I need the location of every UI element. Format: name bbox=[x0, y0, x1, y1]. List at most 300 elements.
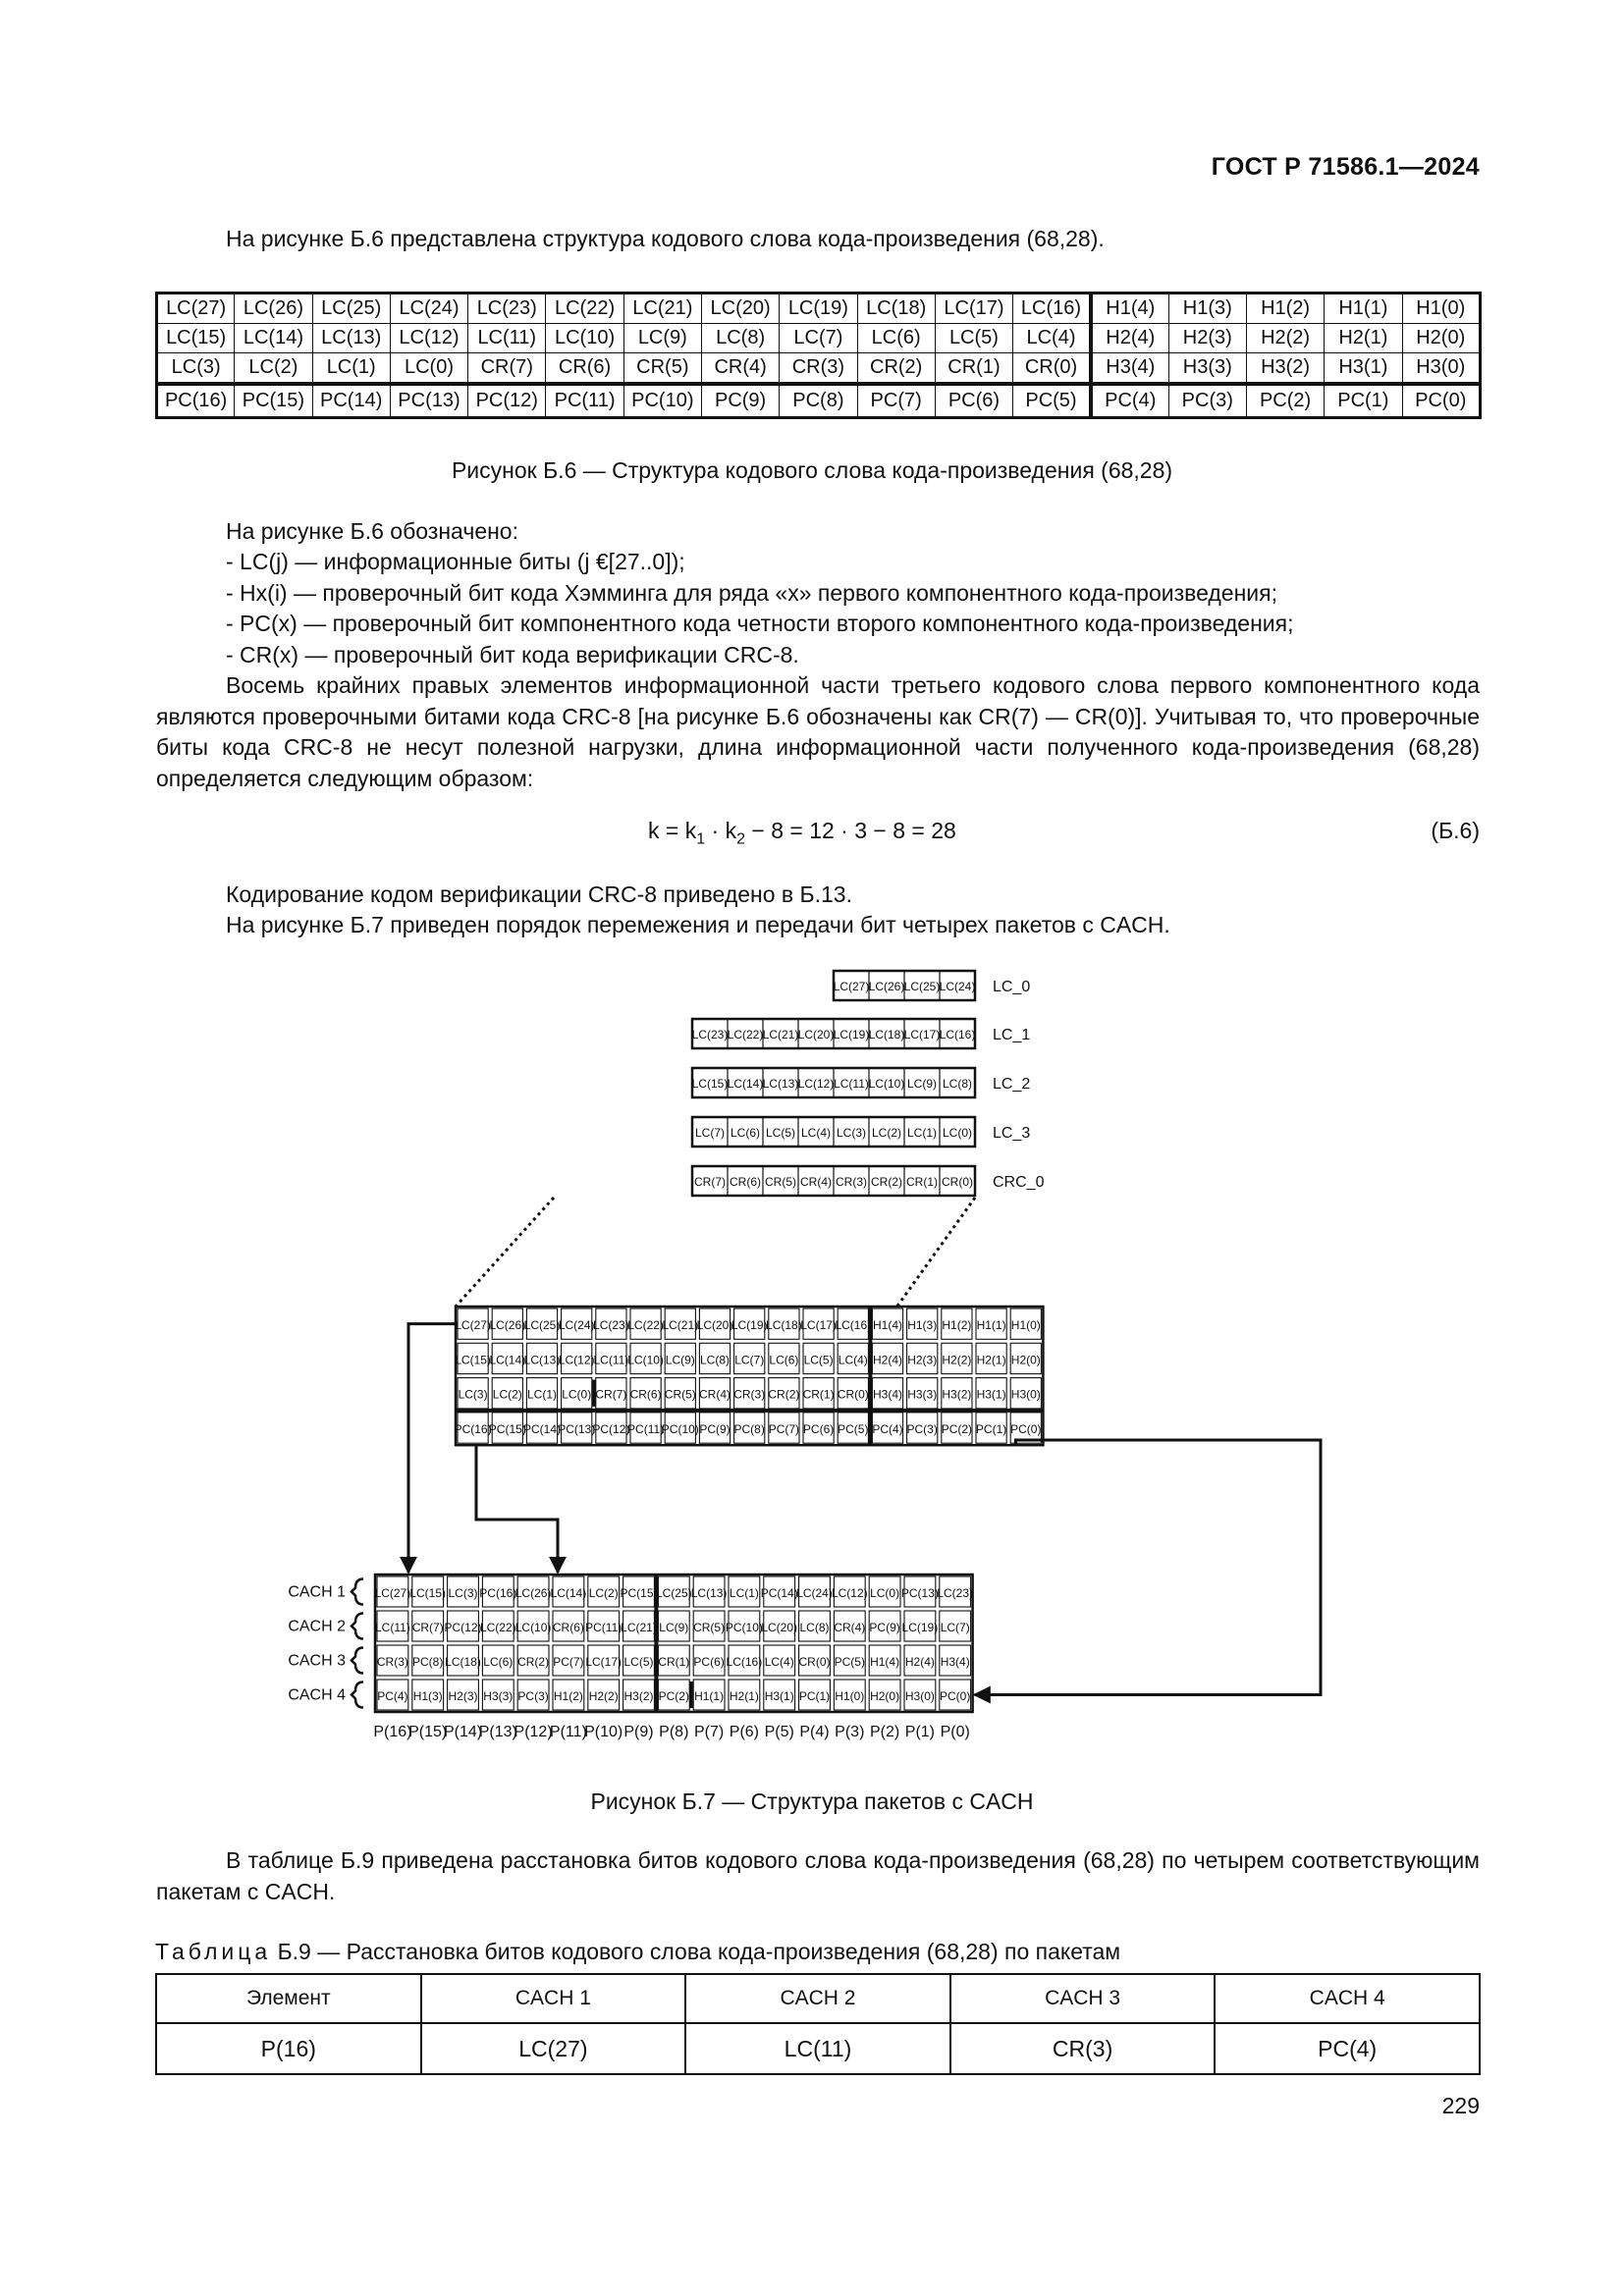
formula-part: − 8 = 12 · 3 − 8 = 28 bbox=[744, 818, 956, 843]
codeword-cell: H2(1) bbox=[1325, 324, 1402, 353]
table-header-row bbox=[156, 1974, 1480, 2023]
table-b9-prefix: Таблица bbox=[155, 1939, 272, 1964]
packet-bit-label: P(8) bbox=[659, 1724, 689, 1740]
cach-cell: PC(12) bbox=[444, 1621, 482, 1634]
cach-cell: LC(16) bbox=[726, 1655, 763, 1669]
cach-cell: PC(11) bbox=[585, 1621, 623, 1634]
codeword-cell: LC(18) bbox=[857, 294, 935, 324]
cach-cell: H2(3) bbox=[448, 1689, 478, 1703]
matrix-cell: PC(4) bbox=[872, 1421, 903, 1436]
cach-cell: LC(17) bbox=[585, 1655, 623, 1669]
legend-item: - LC(j) — информационные биты (j €[27..0]); bbox=[226, 549, 685, 574]
bit-cell: LC(27) bbox=[833, 980, 870, 993]
cach-label: CACH 2 bbox=[288, 1618, 346, 1635]
codeword-cell: H1(2) bbox=[1246, 294, 1324, 324]
cach-cell: LC(24) bbox=[796, 1586, 833, 1600]
codeword-cell: CR(3) bbox=[780, 353, 857, 385]
cach-cell: PC(10) bbox=[725, 1621, 763, 1634]
codeword-cell: LC(17) bbox=[935, 294, 1012, 324]
packet-bit-label: P(2) bbox=[869, 1724, 900, 1740]
matrix-cell: CR(1) bbox=[802, 1387, 835, 1402]
codeword-cell: H2(2) bbox=[1246, 324, 1324, 353]
bit-cell: LC(15) bbox=[691, 1077, 729, 1091]
cach-cell: H1(0) bbox=[835, 1689, 865, 1703]
cach-cell: CR(6) bbox=[552, 1621, 584, 1634]
bit-cell: LC(0) bbox=[942, 1126, 973, 1140]
bit-cell: LC(26) bbox=[868, 980, 905, 993]
codeword-cell: H1(3) bbox=[1168, 294, 1246, 324]
codeword-cell: CR(4) bbox=[701, 353, 779, 385]
codeword-cell: PC(8) bbox=[780, 384, 857, 418]
matrix-cell: CR(3) bbox=[733, 1387, 766, 1402]
codeword-cell: PC(0) bbox=[1402, 384, 1481, 418]
codeword-cell: LC(21) bbox=[623, 294, 701, 324]
cach-cell: LC(7) bbox=[940, 1621, 970, 1634]
table-b9 bbox=[155, 1973, 1481, 2075]
cach-cell: CR(4) bbox=[834, 1621, 866, 1634]
matrix-cell: PC(16) bbox=[454, 1421, 492, 1436]
codeword-cell: H1(4) bbox=[1091, 294, 1168, 324]
bit-cell: LC(17) bbox=[903, 1028, 941, 1041]
codeword-cell: CR(0) bbox=[1013, 353, 1091, 385]
codeword-cell: PC(5) bbox=[1013, 384, 1091, 418]
matrix-cell: LC(23) bbox=[593, 1318, 629, 1332]
bit-cell: LC(8) bbox=[942, 1077, 973, 1091]
codeword-cell: H3(2) bbox=[1246, 353, 1324, 385]
bit-cell: LC(14) bbox=[727, 1077, 764, 1091]
matrix-cell: H3(0) bbox=[1010, 1387, 1041, 1402]
matrix-cell: LC(10) bbox=[627, 1353, 664, 1367]
cach-cell: LC(15) bbox=[409, 1586, 447, 1600]
codeword-cell: H1(0) bbox=[1402, 294, 1481, 324]
matrix-cell: LC(17) bbox=[800, 1318, 837, 1332]
bit-cell: LC(23) bbox=[691, 1028, 729, 1041]
matrix-cell: PC(13) bbox=[558, 1421, 596, 1436]
table-header-cell: CACH 3 bbox=[950, 1974, 1216, 2023]
matrix-cell: LC(20) bbox=[696, 1318, 733, 1332]
cach-brace bbox=[352, 1579, 363, 1605]
matrix-cell: LC(19) bbox=[731, 1318, 768, 1332]
codeword-cell: PC(4) bbox=[1091, 384, 1168, 418]
codeword-cell: H2(3) bbox=[1168, 324, 1246, 353]
bit-cell: LC(3) bbox=[836, 1126, 867, 1140]
codeword-cell: CR(5) bbox=[623, 353, 701, 385]
cach-cell: PC(3) bbox=[517, 1689, 549, 1703]
matrix-cell: LC(27) bbox=[455, 1318, 491, 1332]
cach-cell: H3(1) bbox=[764, 1689, 794, 1703]
cach-cell: PC(2) bbox=[658, 1689, 689, 1703]
codeword-cell: CR(1) bbox=[935, 353, 1012, 385]
codeword-cell: LC(8) bbox=[701, 324, 779, 353]
formula-number: (Б.6) bbox=[1431, 818, 1480, 843]
cach-cell: PC(7) bbox=[553, 1655, 584, 1669]
matrix-cell: H3(2) bbox=[942, 1387, 972, 1402]
cach-cell: LC(6) bbox=[483, 1655, 514, 1669]
table-header-cell: CACH 4 bbox=[1215, 1974, 1480, 2023]
cach-cell: H2(4) bbox=[904, 1655, 935, 1669]
paragraph-crc-text: Восемь крайних правых элементов информационной части третьего кодового слова первого компонентного кода являются проверочными битами кода CRC-8 [на рисунке Б.6 обозначены как CR(7) — CR(0)]. Учитывая то, что проверочные биты кода CRC-8 не несут полезной нагрузки, длина информационной части полученного кода-произведения (68,28) определяется следующим образом: bbox=[156, 672, 1480, 791]
codeword-cell: CR(6) bbox=[546, 353, 623, 385]
matrix-cell: CR(4) bbox=[699, 1387, 731, 1402]
codeword-cell: PC(9) bbox=[701, 384, 779, 418]
bit-group-label: LC_3 bbox=[993, 1125, 1031, 1142]
interleave-arrow bbox=[408, 1324, 458, 1573]
cach-cell: LC(10) bbox=[514, 1621, 552, 1634]
matrix-cell: PC(14) bbox=[522, 1421, 562, 1436]
matrix-cell: LC(16) bbox=[835, 1318, 872, 1332]
codeword-cell: H2(0) bbox=[1402, 324, 1481, 353]
cach-label: CACH 4 bbox=[288, 1686, 346, 1704]
packet-bit-label: P(11) bbox=[549, 1724, 587, 1740]
bit-cell: LC(12) bbox=[797, 1077, 835, 1091]
matrix-cell: LC(8) bbox=[699, 1353, 731, 1367]
codeword-cell: LC(26) bbox=[235, 294, 312, 324]
matrix-cell: LC(5) bbox=[803, 1353, 834, 1367]
cach-cell: LC(1) bbox=[729, 1586, 759, 1600]
codeword-cell: LC(11) bbox=[468, 324, 546, 353]
cach-cell: LC(2) bbox=[588, 1586, 619, 1600]
line-b7: На рисунке Б.7 приведен порядок перемежения и передачи бит четырех пакетов с CACH. bbox=[226, 912, 1170, 937]
cach-cell: H3(4) bbox=[940, 1655, 970, 1669]
matrix-cell: CR(6) bbox=[629, 1387, 662, 1402]
codeword-cell: LC(16) bbox=[1013, 294, 1091, 324]
cach-cell: PC(15) bbox=[620, 1586, 658, 1600]
matrix-cell: PC(0) bbox=[1010, 1421, 1042, 1436]
codeword-cell: LC(24) bbox=[390, 294, 467, 324]
bit-cell: LC(9) bbox=[906, 1077, 938, 1091]
cach-cell: LC(22) bbox=[479, 1621, 516, 1634]
table-header-cell: CACH 1 bbox=[421, 1974, 686, 2023]
bit-cell: LC(25) bbox=[903, 980, 941, 993]
matrix-cell: PC(9) bbox=[699, 1421, 731, 1436]
bit-cell: CR(1) bbox=[906, 1175, 938, 1189]
packet-bit-label: P(5) bbox=[764, 1724, 794, 1740]
cach-cell: H3(3) bbox=[483, 1689, 514, 1703]
packet-bit-label: P(16) bbox=[373, 1724, 412, 1740]
codeword-cell: PC(13) bbox=[390, 384, 467, 418]
bit-cell: LC(7) bbox=[694, 1126, 726, 1140]
bit-cell: LC(10) bbox=[868, 1077, 905, 1091]
cach-cell: LC(0) bbox=[870, 1586, 900, 1600]
matrix-cell: PC(3) bbox=[906, 1421, 938, 1436]
bit-cell: CR(2) bbox=[871, 1175, 902, 1189]
paragraph-table bbox=[156, 1845, 1480, 1907]
table-cell: PC(4) bbox=[1215, 2023, 1480, 2074]
bit-cell: LC(1) bbox=[906, 1126, 938, 1140]
matrix-cell: LC(22) bbox=[627, 1318, 664, 1332]
codeword-cell: LC(20) bbox=[701, 294, 779, 324]
codeword-cell: PC(1) bbox=[1325, 384, 1402, 418]
matrix-cell: PC(7) bbox=[768, 1421, 800, 1436]
matrix-cell: PC(10) bbox=[661, 1421, 699, 1436]
matrix-cell: LC(14) bbox=[489, 1353, 526, 1367]
codeword-cell: H3(1) bbox=[1325, 353, 1402, 385]
cach-cell: LC(27) bbox=[374, 1586, 411, 1600]
table-header-cell: Элемент bbox=[156, 1974, 421, 2023]
bit-cell: LC(5) bbox=[765, 1126, 796, 1140]
table-b9-title bbox=[155, 1937, 1120, 1968]
cach-cell: PC(16) bbox=[479, 1586, 517, 1600]
cach-cell: H1(3) bbox=[412, 1689, 443, 1703]
cach-cell: PC(4) bbox=[377, 1689, 408, 1703]
cach-brace bbox=[352, 1648, 363, 1674]
codeword-cell: LC(2) bbox=[235, 353, 312, 385]
codeword-cell: LC(15) bbox=[157, 324, 235, 353]
interleave-arrow bbox=[476, 1445, 558, 1573]
cach-cell: CR(7) bbox=[411, 1621, 444, 1634]
matrix-cell: LC(24) bbox=[558, 1318, 595, 1332]
matrix-cell: H2(3) bbox=[907, 1353, 938, 1367]
codeword-cell: PC(2) bbox=[1246, 384, 1324, 418]
cach-cell: PC(8) bbox=[412, 1655, 444, 1669]
codeword-cell: PC(11) bbox=[546, 384, 623, 418]
codeword-cell: PC(14) bbox=[312, 384, 390, 418]
matrix-cell: H3(3) bbox=[907, 1387, 938, 1402]
codeword-cell: LC(22) bbox=[546, 294, 623, 324]
cach-cell: LC(12) bbox=[831, 1586, 868, 1600]
matrix-cell: H2(1) bbox=[976, 1353, 1006, 1367]
codeword-cell: PC(12) bbox=[468, 384, 546, 418]
packet-bit-label: P(0) bbox=[940, 1724, 970, 1740]
intro-text: На рисунке Б.6 представлена структура кодового слова кода-произведения (68,28). bbox=[226, 226, 1105, 251]
bit-cell: CR(4) bbox=[800, 1175, 832, 1189]
cach-cell: LC(26) bbox=[514, 1586, 552, 1600]
codeword-cell: LC(13) bbox=[312, 324, 390, 353]
codeword-cell: LC(23) bbox=[468, 294, 546, 324]
legend-item: - Hx(i) — проверочный бит кода Хэмминга для ряда «x» первого компонентного кода-произведения; bbox=[226, 580, 1277, 606]
bit-group-label: LC_0 bbox=[993, 979, 1031, 995]
packet-bit-label: P(4) bbox=[799, 1724, 830, 1740]
packet-bit-label: P(15) bbox=[408, 1724, 448, 1740]
bit-cell: CR(7) bbox=[694, 1175, 726, 1189]
matrix-cell: H1(0) bbox=[1010, 1318, 1041, 1332]
codeword-cell: LC(0) bbox=[390, 353, 467, 385]
codeword-cell: LC(25) bbox=[312, 294, 390, 324]
codeword-cell: LC(9) bbox=[623, 324, 701, 353]
cach-cell: LC(25) bbox=[655, 1586, 692, 1600]
codeword-cell: LC(19) bbox=[780, 294, 857, 324]
codeword-cell: LC(12) bbox=[390, 324, 467, 353]
packet-bit-label: P(1) bbox=[904, 1724, 936, 1740]
cach-cell: PC(13) bbox=[900, 1586, 939, 1600]
matrix-cell: LC(2) bbox=[492, 1387, 522, 1402]
codeword-cell: PC(15) bbox=[235, 384, 312, 418]
matrix-cell: PC(5) bbox=[838, 1421, 869, 1436]
figure-b7-caption: Рисунок Б.7 — Структура пакетов с CACH bbox=[590, 1789, 1034, 1814]
bit-cell: CR(0) bbox=[942, 1175, 973, 1189]
codeword-cell: H2(4) bbox=[1091, 324, 1168, 353]
bit-cell: LC(13) bbox=[762, 1077, 799, 1091]
codeword-cell: PC(7) bbox=[857, 384, 935, 418]
cach-cell: H3(0) bbox=[904, 1689, 935, 1703]
cach-cell: H3(2) bbox=[623, 1689, 654, 1703]
codeword-cell: CR(7) bbox=[468, 353, 546, 385]
matrix-cell: LC(4) bbox=[838, 1353, 868, 1367]
matrix-cell: H2(2) bbox=[942, 1353, 972, 1367]
bit-cell: LC(21) bbox=[762, 1028, 799, 1041]
matrix-cell: LC(11) bbox=[593, 1353, 629, 1367]
line-crc: Кодирование кодом верификации CRC-8 приведено в Б.13. bbox=[226, 881, 852, 907]
matrix-cell: PC(15) bbox=[488, 1421, 526, 1436]
cach-label: CACH 3 bbox=[288, 1652, 346, 1670]
legend-item: - CR(x) — проверочный бит кода верификации CRC-8. bbox=[226, 642, 799, 667]
matrix-cell: CR(5) bbox=[664, 1387, 696, 1402]
cach-cell: H2(1) bbox=[729, 1689, 759, 1703]
paragraph-table-text: В таблице Б.9 приведена расстановка битов кодового слова кода-произведения (68,28) по четырем соответствующим пакетам с CACH. bbox=[156, 1847, 1480, 1904]
codeword-cell: LC(3) bbox=[157, 353, 235, 385]
cach-cell: PC(9) bbox=[869, 1621, 900, 1634]
packet-bit-label: P(9) bbox=[623, 1724, 654, 1740]
codeword-cell: LC(4) bbox=[1013, 324, 1091, 353]
matrix-cell: H1(3) bbox=[907, 1318, 938, 1332]
cach-label: CACH 1 bbox=[288, 1583, 346, 1601]
table-row bbox=[156, 2023, 1480, 2074]
formula-sub: 2 bbox=[736, 830, 745, 848]
cach-cell: H1(4) bbox=[870, 1655, 900, 1669]
matrix-cell: LC(25) bbox=[523, 1318, 561, 1332]
dotted-expansion-line bbox=[456, 1198, 554, 1307]
cach-brace bbox=[352, 1682, 363, 1708]
matrix-cell: H1(2) bbox=[942, 1318, 972, 1332]
cach-cell: LC(21) bbox=[621, 1621, 657, 1634]
packet-bit-label: P(6) bbox=[729, 1724, 760, 1740]
matrix-cell: PC(6) bbox=[802, 1421, 835, 1436]
matrix-cell: H1(4) bbox=[872, 1318, 903, 1332]
matrix-cell: H2(0) bbox=[1010, 1353, 1041, 1367]
cach-cell: LC(13) bbox=[690, 1586, 728, 1600]
matrix-cell: PC(11) bbox=[627, 1421, 665, 1436]
table-header-cell: CACH 2 bbox=[685, 1974, 950, 2023]
codeword-cell: LC(27) bbox=[157, 294, 235, 324]
codeword-cell: H3(4) bbox=[1091, 353, 1168, 385]
packet-bit-label: P(12) bbox=[514, 1724, 553, 1740]
table-cell: LC(11) bbox=[685, 2023, 950, 2074]
table-cell: CR(3) bbox=[950, 2023, 1216, 2074]
packet-bit-label: P(13) bbox=[478, 1724, 517, 1740]
bit-cell: LC(4) bbox=[800, 1126, 832, 1140]
cach-cell: H2(0) bbox=[870, 1689, 900, 1703]
matrix-cell: PC(1) bbox=[975, 1421, 1007, 1436]
packet-bit-label: P(3) bbox=[835, 1724, 865, 1740]
figure-b6-caption: Рисунок Б.6 — Структура кодового слова кода-произведения (68,28) bbox=[451, 457, 1173, 483]
matrix-cell: LC(0) bbox=[562, 1387, 592, 1402]
cach-cell: LC(4) bbox=[764, 1655, 794, 1669]
matrix-cell: LC(21) bbox=[662, 1318, 699, 1332]
cach-brace bbox=[352, 1614, 363, 1639]
cach-cell: CR(5) bbox=[693, 1621, 726, 1634]
document-header: ГОСТ Р 71586.1—2024 bbox=[1211, 153, 1480, 181]
codeword-cell: PC(6) bbox=[935, 384, 1012, 418]
interleave-arrow bbox=[975, 1440, 1321, 1695]
table-cell: P(16) bbox=[156, 2023, 421, 2074]
matrix-cell: CR(2) bbox=[768, 1387, 800, 1402]
table-cell: LC(27) bbox=[421, 2023, 686, 2074]
codeword-cell: H1(1) bbox=[1325, 294, 1402, 324]
matrix-cell: LC(26) bbox=[489, 1318, 526, 1332]
codeword-cell: H3(0) bbox=[1402, 353, 1481, 385]
matrix-cell: LC(12) bbox=[558, 1353, 595, 1367]
packet-bit-label: P(7) bbox=[693, 1724, 725, 1740]
packet-bit-label: P(10) bbox=[584, 1724, 623, 1740]
bit-cell: CR(6) bbox=[730, 1175, 761, 1189]
bit-group-label: CRC_0 bbox=[993, 1174, 1045, 1191]
cach-cell: LC(9) bbox=[659, 1621, 689, 1634]
bit-cell: CR(3) bbox=[836, 1175, 867, 1189]
matrix-cell: LC(15) bbox=[455, 1353, 491, 1367]
cach-cell: LC(11) bbox=[375, 1621, 410, 1634]
page-number: 229 bbox=[1441, 2093, 1480, 2118]
codeword-cell: LC(7) bbox=[780, 324, 857, 353]
cach-cell: H1(2) bbox=[553, 1689, 583, 1703]
codeword-cell: LC(10) bbox=[546, 324, 623, 353]
matrix-cell: H1(1) bbox=[976, 1318, 1006, 1332]
matrix-cell: LC(3) bbox=[458, 1387, 488, 1402]
legend-title: На рисунке Б.6 обозначено: bbox=[226, 518, 518, 544]
cach-cell: PC(0) bbox=[940, 1689, 971, 1703]
matrix-cell: LC(1) bbox=[526, 1387, 558, 1402]
formula-part: k = k bbox=[648, 818, 697, 843]
cach-cell: LC(3) bbox=[448, 1586, 478, 1600]
codeword-cell: LC(1) bbox=[312, 353, 390, 385]
cach-cell: LC(23) bbox=[937, 1586, 974, 1600]
codeword-cell: LC(6) bbox=[857, 324, 935, 353]
bit-cell: LC(24) bbox=[939, 980, 976, 993]
codeword-cell: CR(2) bbox=[857, 353, 935, 385]
packet-bit-label: P(14) bbox=[443, 1724, 483, 1740]
bit-cell: CR(5) bbox=[765, 1175, 796, 1189]
bit-cell: LC(19) bbox=[833, 1028, 870, 1041]
codeword-cell: LC(5) bbox=[935, 324, 1012, 353]
legend-item: - PC(x) — проверочный бит компонентного кода четности второго компонентного кода-произведения; bbox=[226, 611, 1294, 636]
matrix-cell: LC(6) bbox=[769, 1353, 799, 1367]
matrix-cell: H3(1) bbox=[976, 1387, 1006, 1402]
cach-cell: PC(14) bbox=[760, 1586, 798, 1600]
matrix-cell: PC(8) bbox=[733, 1421, 765, 1436]
codeword-cell: H3(3) bbox=[1168, 353, 1246, 385]
matrix-cell: H3(4) bbox=[872, 1387, 903, 1402]
bit-group-label: LC_2 bbox=[993, 1076, 1031, 1093]
formula-part: · k bbox=[705, 818, 737, 843]
cach-cell: PC(5) bbox=[834, 1655, 865, 1669]
cach-cell: CR(2) bbox=[517, 1655, 550, 1669]
bit-cell: LC(16) bbox=[939, 1028, 976, 1041]
matrix-cell: CR(0) bbox=[837, 1387, 869, 1402]
bit-cell: LC(11) bbox=[834, 1077, 869, 1091]
cach-cell: PC(6) bbox=[693, 1655, 725, 1669]
matrix-cell: PC(2) bbox=[941, 1421, 973, 1436]
cach-cell: PC(1) bbox=[798, 1689, 831, 1703]
dotted-expansion-line bbox=[897, 1198, 975, 1307]
formula-sub: 1 bbox=[696, 830, 706, 848]
codeword-cell: PC(3) bbox=[1168, 384, 1246, 418]
bit-cell: LC(2) bbox=[871, 1126, 902, 1140]
matrix-cell: LC(9) bbox=[665, 1353, 695, 1367]
matrix-cell: LC(18) bbox=[766, 1318, 802, 1332]
bit-cell: LC(6) bbox=[730, 1126, 761, 1140]
cach-cell: CR(1) bbox=[658, 1655, 690, 1669]
matrix-cell: LC(7) bbox=[734, 1353, 765, 1367]
cach-cell: LC(20) bbox=[761, 1621, 798, 1634]
cach-cell: CR(0) bbox=[798, 1655, 831, 1669]
cach-cell: LC(8) bbox=[799, 1621, 830, 1634]
matrix-cell: H2(4) bbox=[872, 1353, 903, 1367]
codeword-cell: PC(10) bbox=[623, 384, 701, 418]
codeword-cell: PC(16) bbox=[157, 384, 235, 418]
cach-cell: LC(19) bbox=[901, 1621, 939, 1634]
codeword-cell: LC(14) bbox=[235, 324, 312, 353]
matrix-cell: CR(7) bbox=[595, 1387, 627, 1402]
table-b9-title-text: Б.9 — Расстановка битов кодового слова кода-произведения (68,28) по пакетам bbox=[271, 1939, 1121, 1964]
